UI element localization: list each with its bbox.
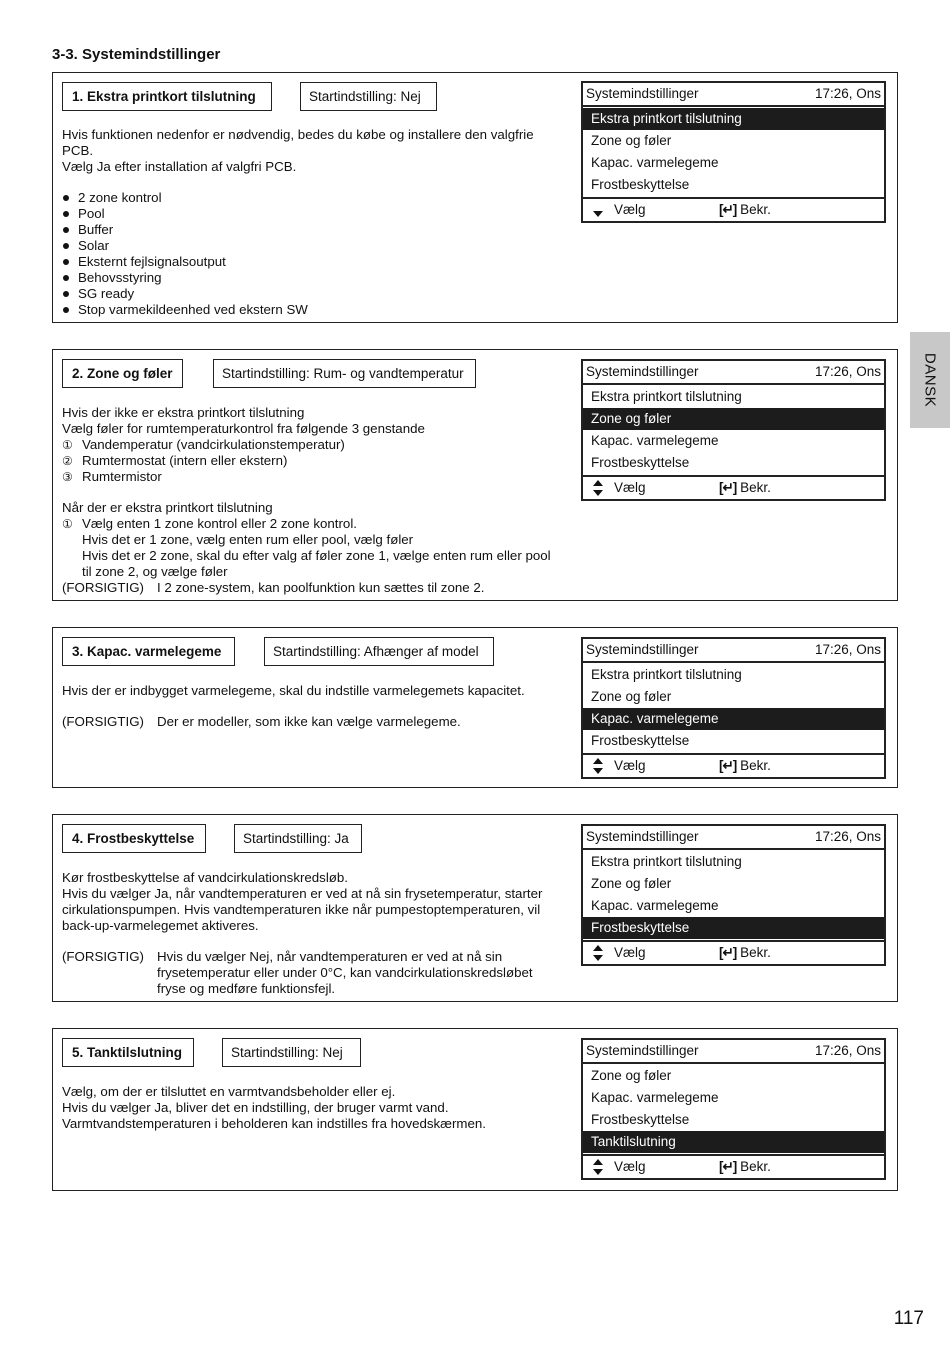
item-number: ① — [62, 517, 73, 531]
lcd-menu — [583, 107, 884, 197]
warning-text: Hvis du vælger Nej, når vandtemperaturen er ved at nå sin frysetemperatur eller under 0°C, kan vandcirkulationskredsløbet fryse og medføre funktionsfejl. — [157, 949, 533, 996]
menu-item[interactable]: Frostbeskyttelse — [591, 1112, 690, 1127]
enter-icon: [↵] — [719, 202, 737, 217]
menu-item[interactable]: Kapac. varmelegeme — [591, 155, 719, 170]
lcd-header — [583, 639, 884, 663]
valg-label: Vælg — [614, 945, 646, 960]
item-number: ② — [62, 454, 73, 468]
default-setting: Startindstilling: Rum- og vandtemperatur — [213, 359, 476, 388]
item-text: Rumtermistor — [82, 469, 162, 484]
item-text: Vandemperatur (vandcirkulationstemperatur) — [82, 437, 345, 452]
lcd-screen — [581, 824, 886, 966]
menu-item-selected[interactable]: Kapac. varmelegeme — [583, 708, 884, 730]
bekr-text: Bekr. — [740, 480, 771, 495]
list-item: Eksternt fejlsignalsoutput — [62, 254, 557, 270]
list-item: Stop varmekildeenhed ved ekstern SW — [62, 302, 557, 318]
list-item: 2 zone kontrol — [62, 190, 557, 206]
lcd-clock: 17:26, Ons — [814, 829, 881, 844]
menu-item[interactable]: Frostbeskyttelse — [591, 177, 690, 192]
body-line: Når der er ekstra printkort tilslutning — [62, 500, 273, 515]
lcd-clock: 17:26, Ons — [814, 86, 881, 101]
down-arrow-icon — [591, 199, 605, 221]
numbered-item — [62, 516, 557, 532]
menu-item[interactable]: Ekstra printkort tilslutning — [591, 854, 742, 869]
bekr-label — [719, 477, 771, 499]
lcd-screen — [581, 637, 886, 779]
bekr-label — [719, 942, 771, 964]
menu-item[interactable]: Kapac. varmelegeme — [591, 1090, 719, 1105]
menu-item[interactable]: Frostbeskyttelse — [591, 455, 690, 470]
default-setting: Startindstilling: Nej — [222, 1038, 361, 1067]
numbered-item — [62, 469, 557, 485]
body-line: Hvis du vælger Ja, bliver det en indstilling, der bruger varmt vand. — [62, 1100, 449, 1115]
menu-item[interactable]: Ekstra printkort tilslutning — [591, 667, 742, 682]
body-line: Varmtvandstemperaturen i beholderen kan indstilles fra hovedskærmen. — [62, 1116, 486, 1131]
menu-item[interactable]: Ekstra printkort tilslutning — [591, 389, 742, 404]
list-item: SG ready — [62, 286, 557, 302]
valg-label: Vælg — [614, 1159, 646, 1174]
bekr-text: Bekr. — [740, 202, 771, 217]
lcd-menu — [583, 385, 884, 475]
lcd-header — [583, 1040, 884, 1064]
lcd-menu — [583, 663, 884, 753]
body-line: Vælg føler for rumtemperaturkontrol fra følgende 3 genstande — [62, 421, 425, 436]
numbered-item — [62, 453, 557, 469]
lcd-header — [583, 826, 884, 850]
language-tab-label: DANSK — [921, 352, 939, 408]
warning-note — [62, 714, 557, 730]
list-item: Buffer — [62, 222, 557, 238]
menu-item-selected[interactable]: Tanktilslutning — [583, 1131, 884, 1153]
warning-text: Der er modeller, som ikke kan vælge varmelegeme. — [157, 714, 461, 729]
warning-note — [62, 949, 557, 997]
section-title: 2. Zone og føler — [62, 359, 183, 388]
menu-item[interactable]: Zone og føler — [591, 689, 672, 704]
bekr-label — [719, 199, 771, 221]
menu-item[interactable]: Zone og føler — [591, 133, 672, 148]
default-setting: Startindstilling: Afhænger af model — [264, 637, 494, 666]
up-down-arrow-icon — [591, 477, 605, 499]
section-body — [62, 1084, 557, 1132]
item-number: ① — [62, 438, 73, 452]
warning-label: (FORSIGTIG) — [62, 580, 144, 595]
lcd-footer — [583, 475, 884, 499]
page-number: 117 — [893, 1308, 924, 1329]
enter-icon: [↵] — [719, 1159, 737, 1174]
lcd-footer — [583, 940, 884, 964]
body-line: Vælg, om der er tilsluttet en varmtvandsbeholder eller ej. — [62, 1084, 396, 1099]
lcd-title: Systemindstillinger — [586, 364, 699, 379]
section-tanktilslutning — [52, 1028, 898, 1191]
section-ekstra-printkort — [52, 72, 898, 323]
body-line: Kør frostbeskyttelse af vandcirkulationskredsløb. — [62, 870, 348, 885]
lcd-clock: 17:26, Ons — [814, 1043, 881, 1058]
bekr-text: Bekr. — [740, 758, 771, 773]
enter-icon: [↵] — [719, 480, 737, 495]
up-down-arrow-icon — [591, 755, 605, 777]
page-heading: 3-3. Systemindstillinger — [52, 46, 221, 63]
lcd-clock: 17:26, Ons — [814, 364, 881, 379]
lcd-title: Systemindstillinger — [586, 86, 699, 101]
section-title: 3. Kapac. varmelegeme — [62, 637, 235, 666]
valg-label: Vælg — [614, 758, 646, 773]
language-tab — [910, 332, 950, 428]
section-title: 1. Ekstra printkort tilslutning — [62, 82, 272, 111]
up-down-arrow-icon — [591, 942, 605, 964]
menu-item[interactable]: Kapac. varmelegeme — [591, 898, 719, 913]
section-frostbeskyttelse — [52, 814, 898, 1002]
lcd-footer — [583, 197, 884, 221]
default-setting: Startindstilling: Nej — [300, 82, 437, 111]
bullet-list — [62, 190, 557, 318]
section-body — [62, 683, 557, 730]
lcd-screen — [581, 359, 886, 501]
menu-item[interactable]: Kapac. varmelegeme — [591, 433, 719, 448]
section-title: 5. Tanktilslutning — [62, 1038, 194, 1067]
section-kapac-varmelegeme — [52, 627, 898, 788]
menu-item-selected[interactable]: Ekstra printkort tilslutning — [583, 108, 884, 130]
default-setting: Startindstilling: Ja — [234, 824, 362, 853]
indented-line: Hvis det er 1 zone, vælg enten rum eller pool, vælg føler — [82, 532, 414, 547]
warning-note — [62, 580, 557, 596]
menu-item-selected[interactable]: Frostbeskyttelse — [583, 917, 884, 939]
lcd-title: Systemindstillinger — [586, 829, 699, 844]
lcd-menu — [583, 1064, 884, 1154]
item-text: Rumtermostat (intern eller ekstern) — [82, 453, 288, 468]
list-item: Pool — [62, 206, 557, 222]
item-text: Vælg enten 1 zone kontrol eller 2 zone kontrol. — [82, 516, 357, 531]
list-item: Solar — [62, 238, 557, 254]
item-number: ③ — [62, 470, 73, 484]
lcd-footer — [583, 1154, 884, 1178]
valg-label: Vælg — [614, 480, 646, 495]
section-body — [62, 127, 557, 318]
lcd-clock: 17:26, Ons — [814, 642, 881, 657]
valg-label: Vælg — [614, 202, 646, 217]
menu-item[interactable]: Zone og føler — [591, 1068, 672, 1083]
body-line: Hvis funktionen nedenfor er nødvendig, bedes du købe og installere den valgfrie PCB. — [62, 127, 534, 158]
body-line: Hvis der ikke er ekstra printkort tilslutning — [62, 405, 305, 420]
menu-item-selected[interactable]: Zone og føler — [583, 408, 884, 430]
body-line: Vælg Ja efter installation af valgfri PCB. — [62, 159, 297, 174]
menu-item[interactable]: Frostbeskyttelse — [591, 733, 690, 748]
numbered-item — [62, 437, 557, 453]
bekr-text: Bekr. — [740, 945, 771, 960]
lcd-title: Systemindstillinger — [586, 1043, 699, 1058]
body-line: Hvis der er indbygget varmelegeme, skal du indstille varmelegemets kapacitet. — [62, 683, 525, 698]
section-zone-og-foler — [52, 349, 898, 601]
section-body — [62, 870, 557, 997]
enter-icon: [↵] — [719, 945, 737, 960]
lcd-screen — [581, 81, 886, 223]
lcd-header — [583, 361, 884, 385]
up-down-arrow-icon — [591, 1156, 605, 1178]
body-line: Hvis du vælger Ja, når vandtemperaturen er ved at nå sin frysetemperatur, starter cirkulationspumpen. Hvis vandtemperaturen ikke når pumpestoptemperaturen, vil back-up-varmelegemet aktiveres. — [62, 886, 543, 933]
lcd-footer — [583, 753, 884, 777]
enter-icon: [↵] — [719, 758, 737, 773]
lcd-title: Systemindstillinger — [586, 642, 699, 657]
warning-label: (FORSIGTIG) — [62, 714, 144, 729]
lcd-menu — [583, 850, 884, 940]
warning-text: I 2 zone-system, kan poolfunktion kun sættes til zone 2. — [157, 580, 485, 595]
bekr-text: Bekr. — [740, 1159, 771, 1174]
bekr-label — [719, 755, 771, 777]
bekr-label — [719, 1156, 771, 1178]
indented-line: Hvis det er 2 zone, skal du efter valg af føler zone 1, vælge enten rum eller pool til zone 2, og vælge føler — [82, 548, 551, 579]
lcd-header — [583, 83, 884, 107]
menu-item[interactable]: Zone og føler — [591, 876, 672, 891]
section-body — [62, 405, 557, 596]
warning-label: (FORSIGTIG) — [62, 949, 144, 964]
lcd-screen — [581, 1038, 886, 1180]
section-title: 4. Frostbeskyttelse — [62, 824, 206, 853]
list-item: Behovsstyring — [62, 270, 557, 286]
